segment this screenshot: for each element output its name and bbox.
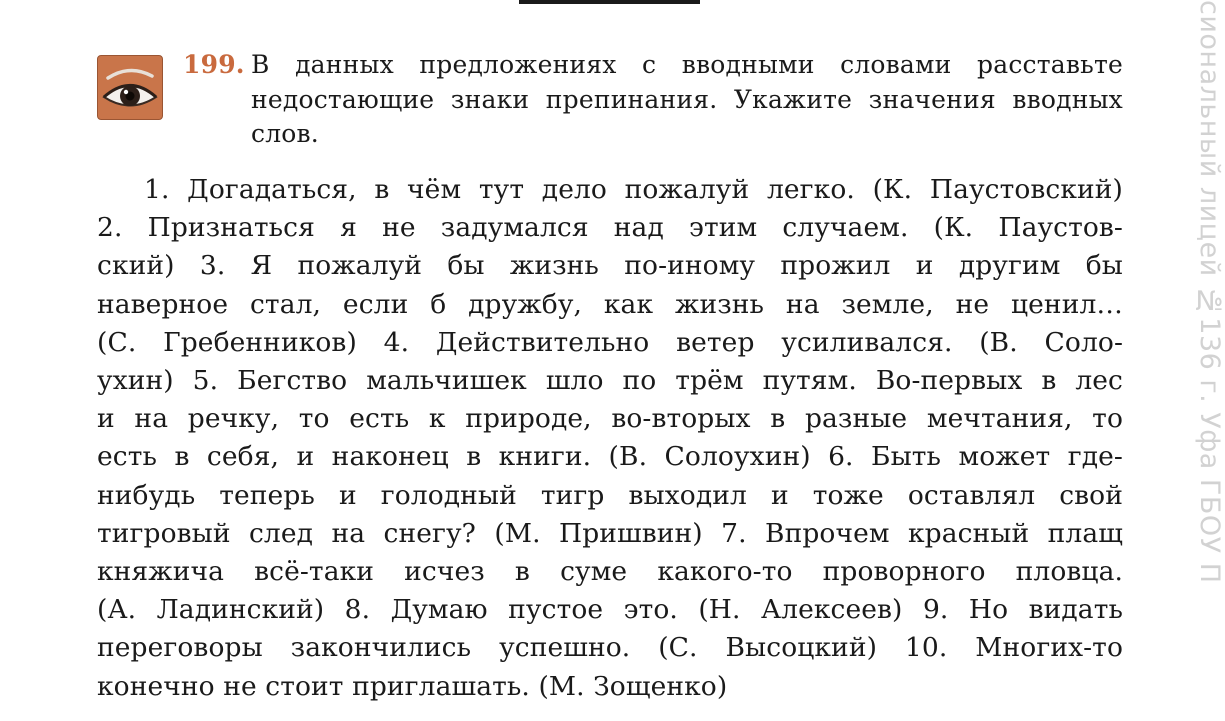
text-line: и на речку, то есть к природе, во-вторых в разные мечтания, то <box>97 403 1123 435</box>
exercise-text <box>97 171 1123 706</box>
text-line: ский) 3. Я пожалуй бы жизнь по-иному прожил и другим бы <box>97 250 1123 282</box>
top-rule <box>519 0 700 4</box>
margin-watermark <box>1194 0 1225 721</box>
text-line: 1. Догадаться, в чём тут дело пожалуй легко. (К. Паустовский) <box>144 174 1123 205</box>
text-line: тигровый след на снегу? (М. Пришвин) 7. Впрочем красный плащ <box>97 517 1123 549</box>
text-line: наверное стал, если б дружбу, как жизнь на земле, не ценил… <box>97 288 1123 320</box>
text-line: нибудь теперь и голодный тигр выходил и тоже оставлял свой <box>97 479 1123 511</box>
text-line: есть в себя, и наконец в книги. (В. Солоухин) 6. Быть может где- <box>97 441 1123 473</box>
task-instruction: В данных предложениях с вводными словами расставьте недостающие знаки препинания. Укажите значения вводных слов. <box>251 50 1123 148</box>
text-line: (С. Гребенников) 4. Действительно ветер усиливался. (В. Соло- <box>97 326 1123 358</box>
text-line: княжича всё-таки исчез в суме какого-то проворного пловца. <box>97 556 1123 588</box>
text-line: ухин) 5. Бегство мальчишек шло по трём путям. Во-первых в лес <box>97 365 1123 397</box>
task-number: 199. <box>183 50 245 79</box>
text-line: конечно не стоит приглашать. (М. Зощенко) <box>97 670 728 702</box>
watermark-text: сиональный лицей №136 г. Уфа ГБОУ П <box>1194 0 1225 584</box>
text-line: 2. Признаться я не задумался над этим случаем. (К. Паустов- <box>97 212 1123 244</box>
eye-icon <box>97 55 163 120</box>
text-line: переговоры закончились успешно. (С. Высоцкий) 10. Многих-то <box>97 632 1123 664</box>
text-line: (А. Ладинский) 8. Думаю пустое это. (Н. Алексеев) 9. Но видать <box>97 594 1123 626</box>
